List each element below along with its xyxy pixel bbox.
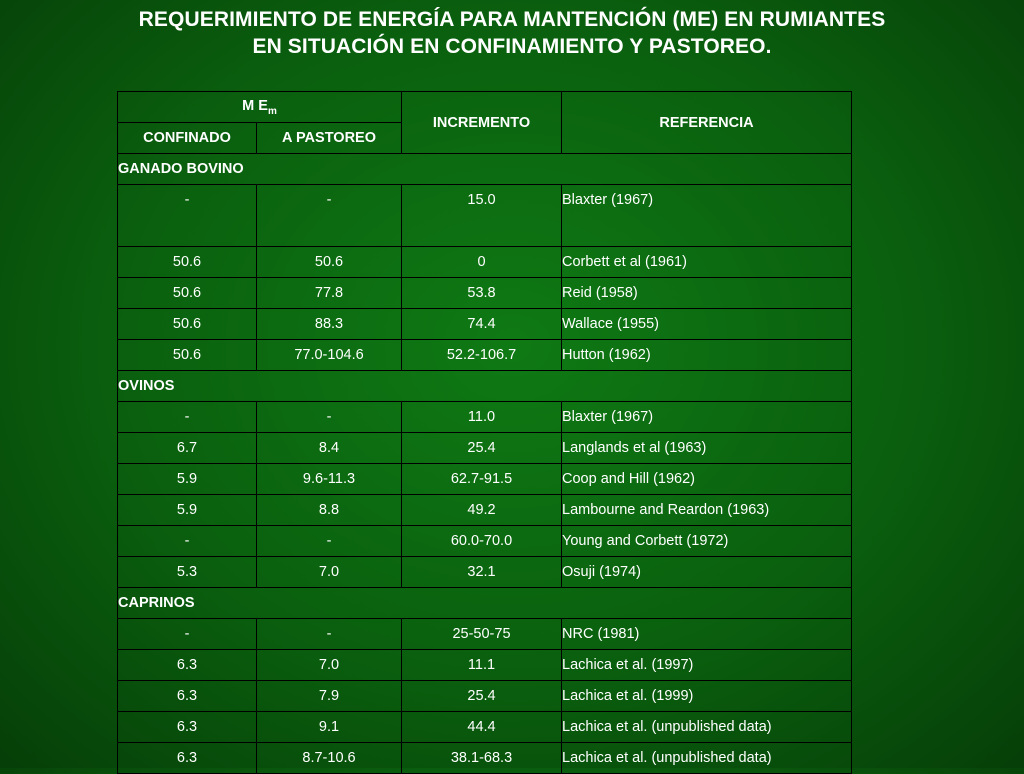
group-label: CAPRINOS [118,588,852,619]
cell-incremento: 25-50-75 [402,619,562,650]
cell-referencia: Lachica et al. (unpublished data) [562,743,852,774]
cell-pastoreo: 50.6 [257,247,402,278]
cell-confinado: 50.6 [118,247,257,278]
cell-referencia: Reid (1958) [562,278,852,309]
cell-pastoreo: - [257,402,402,433]
title-line-1: REQUERIMIENTO DE ENERGÍA PARA MANTENCIÓN (ME) EN RUMIANTES [138,8,886,31]
cell-incremento: 60.0-70.0 [402,526,562,557]
cell-confinado: 6.7 [118,433,257,464]
table-row [118,340,852,371]
header-pastoreo: A PASTOREO [257,123,402,154]
group-row [118,588,852,619]
cell-referencia: Hutton (1962) [562,340,852,371]
table-row [118,650,852,681]
cell-pastoreo: 8.8 [257,495,402,526]
header-referencia: REFERENCIA [562,92,852,154]
cell-referencia: Lachica et al. (1997) [562,650,852,681]
cell-confinado: 50.6 [118,340,257,371]
cell-incremento: 15.0 [402,185,562,247]
cell-confinado: 5.9 [118,495,257,526]
cell-confinado: - [118,619,257,650]
table-row [118,526,852,557]
group-label: OVINOS [118,371,852,402]
cell-pastoreo: 7.0 [257,650,402,681]
cell-incremento: 25.4 [402,433,562,464]
cell-incremento: 11.0 [402,402,562,433]
table-row [118,681,852,712]
cell-confinado: 5.9 [118,464,257,495]
header-mem: M $E_m$ [118,92,402,123]
header-confinado: CONFINADO [118,123,257,154]
cell-pastoreo: 7.0 [257,557,402,588]
table-row [118,247,852,278]
cell-incremento: 52.2-106.7 [402,340,562,371]
table-row [118,185,852,247]
cell-pastoreo: 77.8 [257,278,402,309]
cell-incremento: 25.4 [402,681,562,712]
table-row [118,402,852,433]
cell-incremento: 74.4 [402,309,562,340]
cell-confinado: 50.6 [118,278,257,309]
cell-pastoreo: - [257,185,402,247]
cell-pastoreo: - [257,526,402,557]
group-row [118,154,852,185]
cell-incremento: 0 [402,247,562,278]
table-row [118,557,852,588]
cell-referencia: Blaxter (1967) [562,402,852,433]
cell-pastoreo: 8.7-10.6 [257,743,402,774]
cell-pastoreo: 7.9 [257,681,402,712]
cell-referencia: Young and Corbett (1972) [562,526,852,557]
cell-confinado: 50.6 [118,309,257,340]
cell-incremento: 62.7-91.5 [402,464,562,495]
cell-incremento: 11.1 [402,650,562,681]
cell-pastoreo: 9.1 [257,712,402,743]
group-row [118,371,852,402]
cell-incremento: 53.8 [402,278,562,309]
table-row [118,619,852,650]
cell-referencia: NRC (1981) [562,619,852,650]
cell-confinado: 6.3 [118,743,257,774]
energy-requirement-table [117,91,852,774]
cell-referencia: Osuji (1974) [562,557,852,588]
header-incremento: INCREMENTO [402,92,562,154]
cell-confinado: - [118,185,257,247]
cell-pastoreo: 88.3 [257,309,402,340]
cell-pastoreo: 77.0-104.6 [257,340,402,371]
cell-referencia: Corbett et al (1961) [562,247,852,278]
cell-referencia: Lachica et al. (1999) [562,681,852,712]
table-row [118,309,852,340]
cell-incremento: 49.2 [402,495,562,526]
table-row [118,433,852,464]
group-label: GANADO BOVINO [118,154,852,185]
table-row [118,712,852,743]
cell-confinado: - [118,402,257,433]
table-row [118,743,852,774]
cell-confinado: 6.3 [118,681,257,712]
cell-confinado: - [118,526,257,557]
cell-confinado: 5.3 [118,557,257,588]
cell-confinado: 6.3 [118,712,257,743]
slide-title [0,6,1024,60]
cell-referencia: Langlands et al (1963) [562,433,852,464]
cell-incremento: 32.1 [402,557,562,588]
cell-referencia: Wallace (1955) [562,309,852,340]
table-row [118,495,852,526]
cell-pastoreo: - [257,619,402,650]
table-row [118,464,852,495]
cell-incremento: 44.4 [402,712,562,743]
cell-pastoreo: 8.4 [257,433,402,464]
cell-incremento: 38.1-68.3 [402,743,562,774]
cell-referencia: Lachica et al. (unpublished data) [562,712,852,743]
title-line-2: EN SITUACIÓN EN CONFINAMIENTO Y PASTOREO. [252,35,772,58]
cell-referencia: Coop and Hill (1962) [562,464,852,495]
cell-referencia: Blaxter (1967) [562,185,852,247]
table-row [118,278,852,309]
cell-pastoreo: 9.6-11.3 [257,464,402,495]
cell-referencia: Lambourne and Reardon (1963) [562,495,852,526]
cell-confinado: 6.3 [118,650,257,681]
